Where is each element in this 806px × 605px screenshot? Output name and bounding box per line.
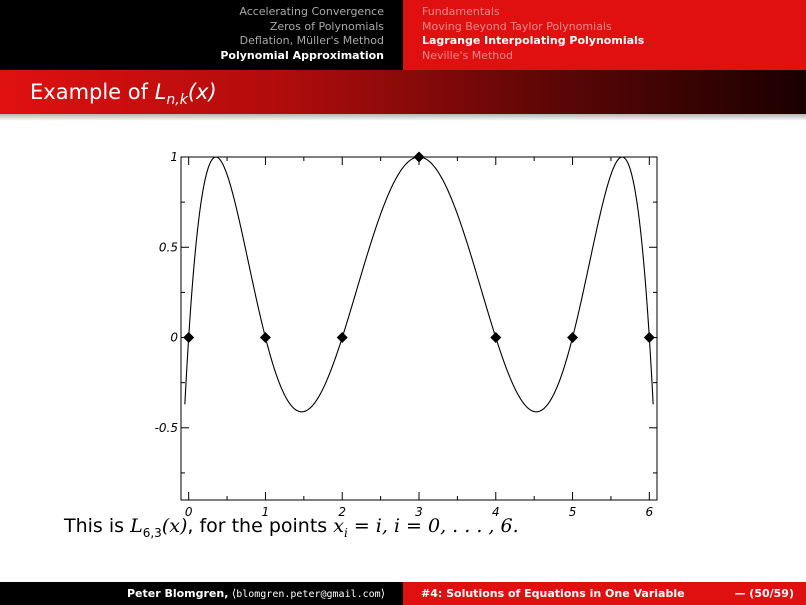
nav-subsection-item[interactable]: Neville's Method	[422, 48, 513, 62]
x-tick-label: 5	[568, 505, 577, 519]
frame-title-math: L	[154, 80, 167, 104]
nav-subsection-item[interactable]: Moving Beyond Taylor Polynomials	[422, 19, 612, 33]
x-tick-label: 4	[491, 505, 500, 519]
x-tick-label: 6	[645, 505, 654, 519]
nav-section-item[interactable]: Accelerating Convergence	[239, 5, 384, 18]
caption-xi-sub: i	[343, 525, 348, 540]
footer-talk-title: #4: Solutions of Equations in One Variable	[421, 587, 685, 600]
slide-caption	[64, 513, 519, 546]
footer-author-text	[127, 586, 385, 602]
footer-talk	[403, 582, 806, 605]
x-tick-label: 3	[415, 505, 423, 519]
y-tick-label: -0.5	[154, 420, 178, 435]
footer-name: Peter Blomgren,	[126, 587, 229, 600]
caption-eq1: = i,	[347, 515, 394, 537]
x-tick-label: 0	[184, 505, 193, 519]
data-point-marker	[644, 332, 655, 343]
nav-subsection-item-active[interactable]: Lagrange Interpolating Polynomials	[422, 34, 645, 47]
nav-subsection-item[interactable]: Fundamentals	[422, 5, 500, 18]
series-line-L63	[185, 157, 653, 412]
nav-section-item[interactable]: Deflation, Müller's Method	[239, 34, 384, 47]
plot-frame	[181, 157, 657, 500]
caption-pre: This is	[64, 515, 131, 537]
caption-sub: 6,3	[142, 525, 162, 540]
nav-section-item[interactable]: Zeros of Polynomials	[269, 19, 384, 33]
footer-page-number: — (50/59)	[734, 587, 794, 600]
caption-xi: x	[333, 515, 344, 537]
caption-mid: , for the points	[187, 515, 334, 537]
footer-email-open: ⟨	[228, 587, 237, 600]
data-point-marker	[414, 152, 425, 163]
footer-email[interactable]: blomgren.peter@gmail.com	[236, 589, 381, 600]
data-point-marker	[337, 332, 348, 343]
data-point-marker	[260, 332, 271, 343]
x-tick-label: 2	[338, 505, 347, 519]
y-tick-label: 1	[170, 150, 178, 164]
data-point-marker	[490, 332, 501, 343]
caption-arg: (x)	[161, 515, 188, 537]
frame-title-arg: (x)	[187, 80, 217, 104]
data-point-marker	[567, 332, 578, 343]
caption-L: L	[130, 515, 143, 537]
footer-author	[0, 582, 403, 605]
frame-title-sub: n,k	[166, 92, 188, 109]
caption-eq2: = 0, . . . , 6.	[400, 515, 519, 537]
x-tick-label: 1	[261, 505, 270, 519]
nav-section-item-active[interactable]: Polynomial Approximation	[220, 48, 384, 62]
data-point-marker	[183, 332, 194, 343]
y-tick-label: 0	[170, 330, 178, 345]
y-tick-label: 0.5	[158, 240, 178, 255]
frame-title-prefix: Example of	[30, 80, 155, 104]
footer-email-close: ⟩	[380, 587, 385, 600]
caption-i2: i	[393, 515, 401, 537]
